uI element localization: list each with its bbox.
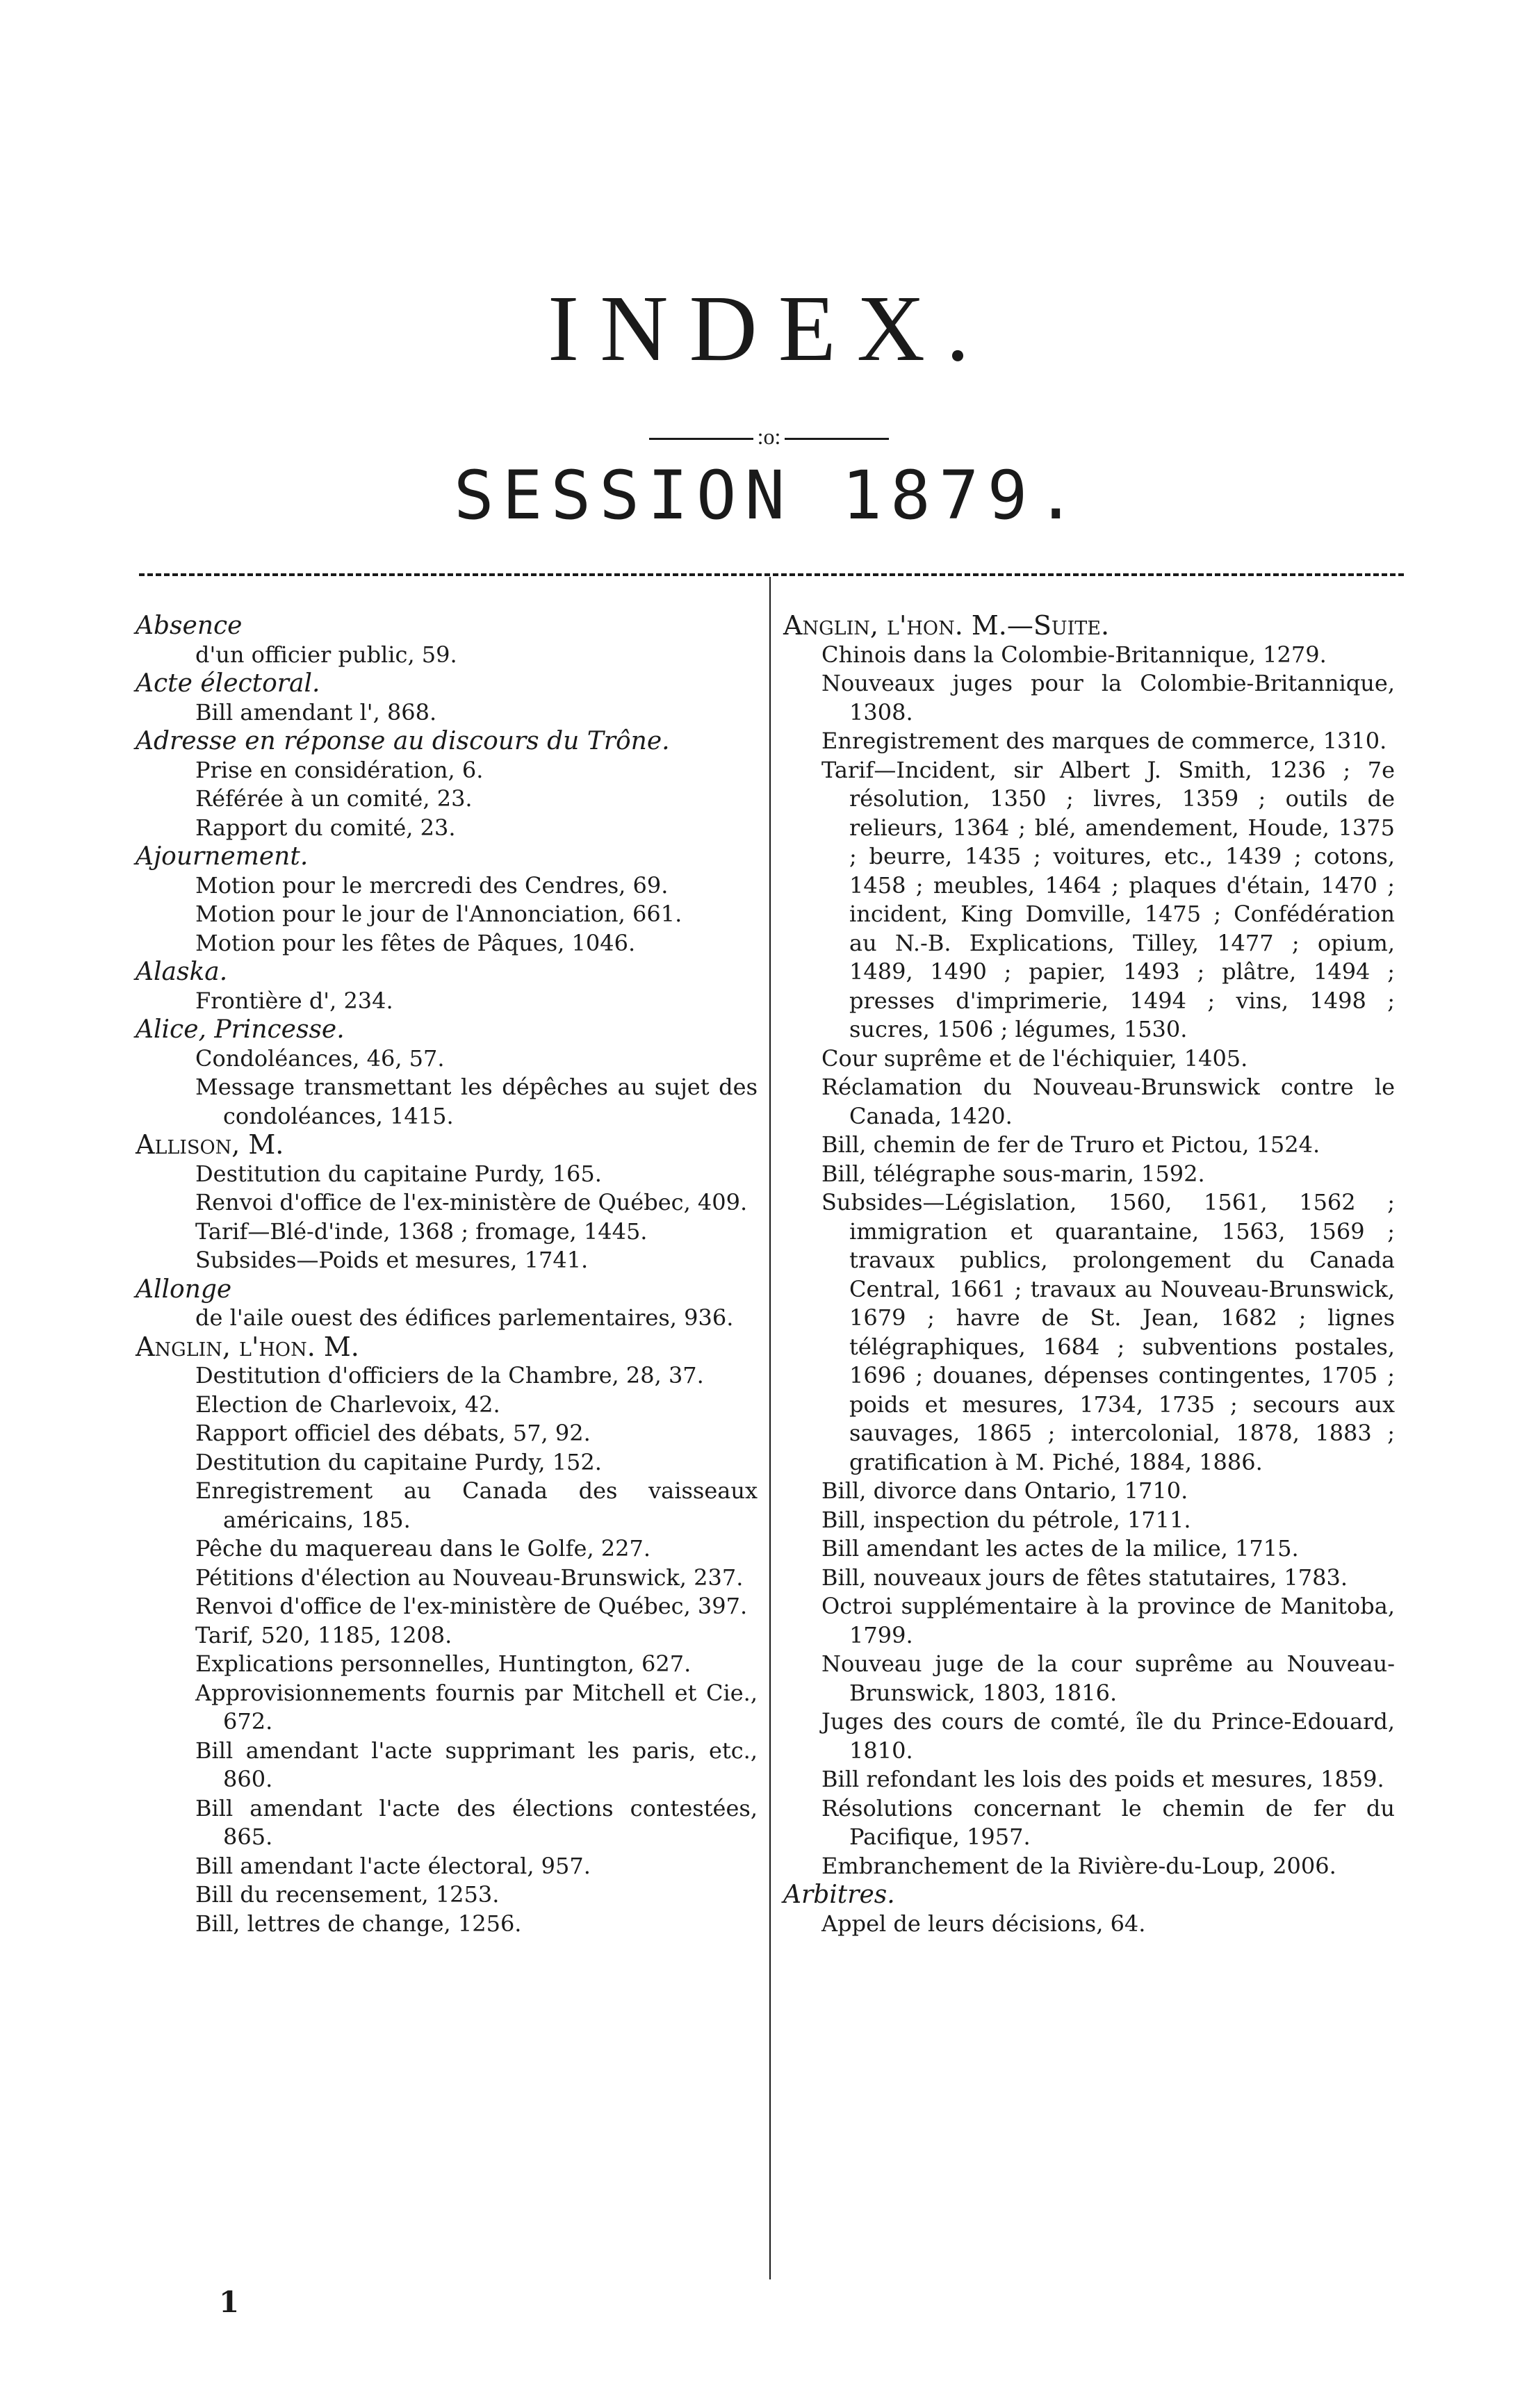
index-entry	[783, 1564, 1395, 1593]
index-entry	[136, 1679, 758, 1737]
index-entry-text: Embranchement de la Rivière-du-Loup, 2006.	[821, 1852, 1336, 1879]
index-entry	[136, 1534, 758, 1564]
index-heading: Anglin, l'hon. M.	[136, 1331, 359, 1362]
index-entry	[783, 1131, 1395, 1160]
index-entry	[783, 1188, 1395, 1477]
index-entry	[783, 1910, 1395, 1939]
index-entry	[783, 669, 1395, 727]
index-entry	[783, 756, 1395, 1045]
index-entry	[783, 1073, 1395, 1131]
index-entry-text: Bill, lettres de change, 1256.	[195, 1910, 522, 1937]
index-entry-text: Motion pour le jour de l'Annonciation, 661.	[195, 901, 682, 927]
session-heading: SESSION 1879.	[453, 457, 1085, 534]
index-entry	[136, 1477, 758, 1534]
index-entry	[783, 1650, 1395, 1707]
index-entry-text: Frontière d', 234.	[195, 987, 393, 1014]
index-entry-text: Enregistrement des marques de commerce, 1310.	[821, 728, 1387, 754]
index-column-right	[783, 612, 1395, 1938]
divider-mark: :o:	[757, 424, 781, 449]
index-entry	[783, 1852, 1395, 1881]
index-heading: Adresse en réponse au discours du Trône.	[136, 727, 670, 755]
index-entry	[136, 1045, 758, 1074]
index-heading: Ajournement.	[136, 842, 309, 871]
index-entry-text: Bill, inspection du pétrole, 1711.	[821, 1506, 1191, 1533]
index-entry-text: Bill, nouveaux jours de fêtes statutaires, 1783.	[821, 1564, 1348, 1591]
index-entry-text: Référée à un comité, 23.	[195, 785, 473, 812]
index-entry-text: Bill refondant les lois des poids et mesures, 1859.	[821, 1766, 1384, 1792]
index-entry-text: Pétitions d'élection au Nouveau-Brunswick, 237.	[195, 1564, 744, 1591]
index-entry-text: Bill, télégraphe sous-marin, 1592.	[821, 1160, 1205, 1187]
index-entry-text: Bill amendant les actes de la milice, 1715.	[821, 1535, 1299, 1562]
index-entry	[136, 1621, 758, 1651]
index-entry	[783, 1160, 1395, 1189]
index-entry-text: Motion pour le mercredi des Cendres, 69.	[195, 871, 669, 899]
page-title: INDEX.	[547, 277, 990, 381]
index-entry	[136, 1391, 758, 1420]
index-entry	[783, 727, 1395, 756]
index-entry-text: d'un officier public, 59.	[195, 641, 457, 668]
index-entry-text: Destitution du capitaine Purdy, 165.	[195, 1160, 602, 1187]
index-entry-text: Motion pour les fêtes de Pâques, 1046.	[195, 929, 636, 956]
index-entry	[136, 1246, 758, 1275]
index-entry	[136, 1910, 758, 1939]
column-divider	[769, 577, 771, 2279]
index-entry-text: Nouveaux juges pour la Colombie-Britannique, 1308.	[821, 670, 1395, 726]
index-entry	[136, 1218, 758, 1247]
index-entry	[136, 929, 758, 958]
index-entry	[136, 1592, 758, 1621]
index-entry	[136, 1794, 758, 1852]
index-entry	[136, 756, 758, 785]
index-entry-text: Approvisionnements fournis par Mitchell et Cie., 672.	[195, 1679, 758, 1735]
index-entry-text: Renvoi d'office de l'ex-ministère de Québec, 409.	[195, 1189, 748, 1215]
index-entry-text: Condoléances, 46, 57.	[195, 1045, 445, 1072]
index-entry-text: Bill amendant l', 868.	[195, 698, 437, 726]
index-entry	[136, 1737, 758, 1794]
index-entry	[136, 1852, 758, 1881]
index-entry-text: Rapport officiel des débats, 57, 92.	[195, 1420, 591, 1446]
index-heading: Alice, Princesse.	[136, 1015, 345, 1044]
index-heading: Allison, M.	[136, 1129, 284, 1160]
index-entry	[136, 1073, 758, 1131]
index-entry	[136, 1881, 758, 1910]
index-entry	[136, 900, 758, 929]
index-entry	[136, 1564, 758, 1593]
index-entry-text: Réclamation du Nouveau-Brunswick contre le Canada, 1420.	[821, 1074, 1395, 1129]
index-entry	[136, 1160, 758, 1189]
index-entry	[136, 1361, 758, 1391]
index-entry-text: Prise en considération, 6.	[195, 756, 484, 783]
index-entry-text: Enregistrement au Canada des vaisseaux américains, 185.	[195, 1477, 758, 1533]
index-entry-text: Résolutions concernant le chemin de fer du Pacifique, 1957.	[821, 1794, 1395, 1850]
divider-line-right	[785, 438, 889, 440]
header-rule	[139, 573, 1404, 576]
index-entry-text: Subsides—Poids et mesures, 1741.	[195, 1247, 589, 1273]
index-heading: Acte électoral.	[136, 669, 320, 698]
page-number: 1	[219, 2285, 240, 2319]
index-entry-text: Bill amendant l'acte électoral, 957.	[195, 1852, 591, 1879]
index-entry	[136, 785, 758, 814]
index-entry-text: Tarif—Incident, sir Albert J. Smith, 1236 ; 7e résolution, 1350 ; livres, 1359 ; outils de relieurs, 1364 ; blé, amendement, Houde, 1375 ; beurre, 1435 ; voitures, etc., 1439 ; cotons, 1458 ; meubles, 1464 ; plaques d'étain, 1470 ; incident, King Domville, 1475 ; Confédération au N.-B. Explications, Tilley, 1477 ; opium, 1489, 1490 ; papier, 1493 ; plâtre, 1494 ; presses d'imprimerie, 1494 ; vins, 1498 ; sucres, 1506 ; légumes, 1530.	[821, 756, 1395, 1042]
index-entry-text: Bill, chemin de fer de Truro et Pictou, 1524.	[821, 1131, 1320, 1158]
index-entry-text: Explications personnelles, Huntington, 627.	[195, 1651, 692, 1677]
title-divider	[0, 425, 1538, 448]
index-entry	[783, 1506, 1395, 1535]
index-entry-text: Cour suprême et de l'échiquier, 1405.	[821, 1045, 1248, 1072]
index-entry-text: Bill amendant l'acte supprimant les paris, etc., 860.	[195, 1737, 758, 1792]
index-entry	[136, 698, 758, 728]
index-heading: Arbitres.	[783, 1881, 895, 1909]
index-entry-text: Bill du recensement, 1253.	[195, 1881, 500, 1908]
index-entry	[136, 1188, 758, 1218]
index-entry-text: Juges des cours de comté, île du Prince-Edouard, 1810.	[821, 1708, 1395, 1764]
index-entry	[783, 641, 1395, 670]
index-column-left	[136, 612, 758, 1938]
index-entry-text: Chinois dans la Colombie-Britannique, 1279.	[821, 641, 1327, 668]
index-entry-text: Subsides—Législation, 1560, 1561, 1562 ; immigration et quarantaine, 1563, 1569 ; travaux publics, prolongement du Canada Central, 1661 ; travaux au Nouveau-Brunswick, 1679 ; havre de St. Jean, 1682 ; lignes télégraphiques, 1684 ; subventions postales, 1696 ; douanes, dépenses contingentes, 1705 ; poids et mesures, 1734, 1735 ; secours aux sauvages, 1865 ; intercolonial, 1878, 1883 ; gratification à M. Piché, 1884, 1886.	[821, 1189, 1395, 1475]
index-entry-text: Octroi supplémentaire à la province de Manitoba, 1799.	[821, 1593, 1395, 1648]
index-entry	[783, 1707, 1395, 1765]
index-entry	[136, 871, 758, 901]
index-entry	[136, 1448, 758, 1477]
index-heading: Absence	[136, 612, 243, 640]
index-entry	[783, 1045, 1395, 1074]
index-entry-text: Election de Charlevoix, 42.	[195, 1391, 500, 1418]
index-entry-text: Bill amendant l'acte des élections contestées, 865.	[195, 1794, 758, 1850]
index-entry-text: Pêche du maquereau dans le Golfe, 227.	[195, 1535, 651, 1562]
index-entry-text: Destitution du capitaine Purdy, 152.	[195, 1448, 602, 1475]
index-entry	[783, 1765, 1395, 1794]
index-entry-text: Tarif—Blé-d'inde, 1368 ; fromage, 1445.	[195, 1218, 648, 1245]
index-entry-text: Renvoi d'office de l'ex-ministère de Québec, 397.	[195, 1593, 748, 1619]
index-entry	[136, 1304, 758, 1333]
index-heading: Allonge	[136, 1275, 232, 1304]
divider-line-left	[649, 438, 753, 440]
index-entry	[136, 987, 758, 1016]
index-entry-text: Bill, divorce dans Ontario, 1710.	[821, 1477, 1188, 1504]
index-entry-text: Tarif, 520, 1185, 1208.	[195, 1621, 452, 1648]
index-entry	[136, 1650, 758, 1679]
index-entry-text: Rapport du comité, 23.	[195, 814, 456, 841]
index-entry-text: Destitution d'officiers de la Chambre, 28, 37.	[195, 1362, 704, 1389]
index-entry	[783, 1477, 1395, 1506]
index-entry-text: Message transmettant les dépêches au sujet des condoléances, 1415.	[195, 1074, 758, 1129]
index-entry-text: Nouveau juge de la cour suprême au Nouveau-Brunswick, 1803, 1816.	[821, 1651, 1395, 1706]
index-entry	[783, 1592, 1395, 1650]
index-entry	[136, 814, 758, 843]
index-entry-text: de l'aile ouest des édifices parlementaires, 936.	[195, 1304, 734, 1331]
index-entry-text: Appel de leurs décisions, 64.	[821, 1910, 1146, 1937]
index-heading: Alaska.	[136, 958, 228, 986]
index-entry	[136, 1419, 758, 1448]
index-entry	[783, 1534, 1395, 1564]
index-heading: Anglin, l'hon. M.—Suite.	[783, 610, 1110, 641]
index-entry	[136, 641, 758, 670]
index-entry	[783, 1794, 1395, 1852]
